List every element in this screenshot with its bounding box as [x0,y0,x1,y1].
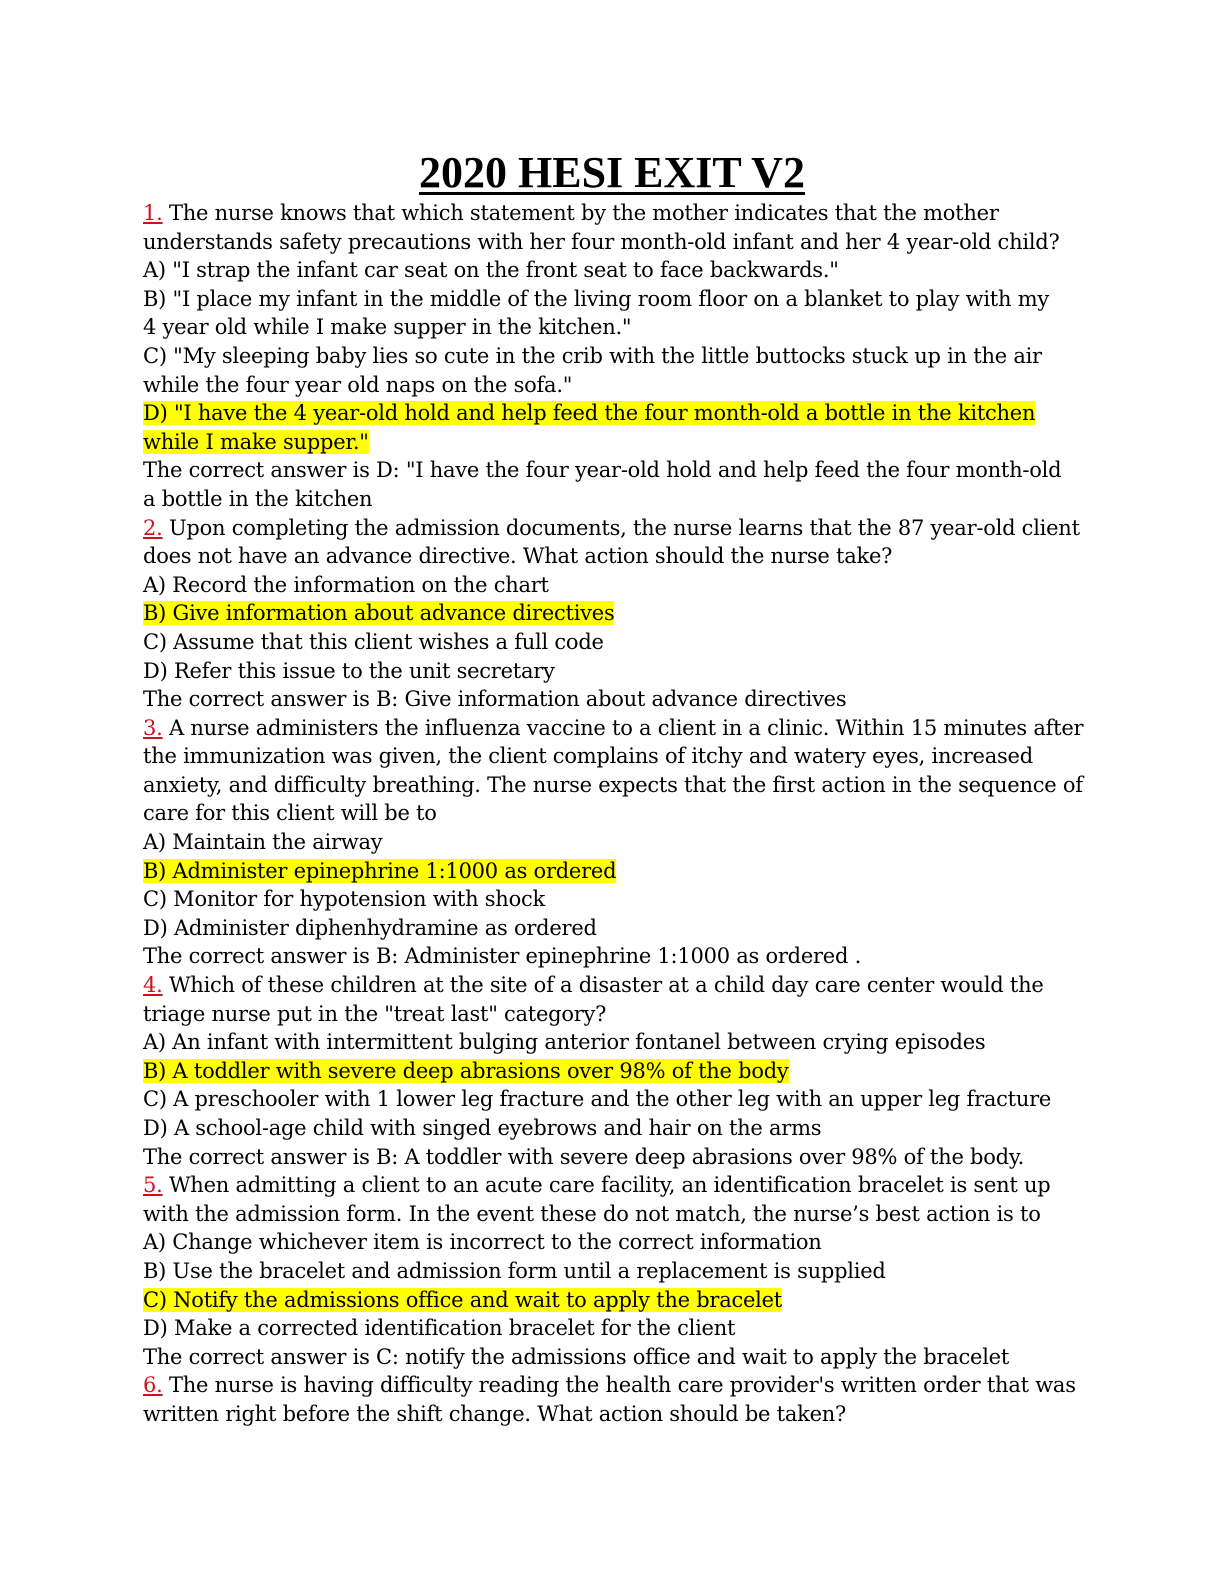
question-list [143,199,1084,1429]
answer-option [143,1085,1052,1114]
correct-answer-text: The correct answer is D: "I have the four year-old hold and help feed the four month-old [143,458,1062,483]
question-stem-text: A nurse administers the influenza vaccine to a client in a clinic. Within 15 minutes after [162,715,1084,740]
answer-option [143,1114,1043,1143]
question-block [143,514,1080,714]
question-stem-line [143,199,1043,228]
correct-answer-line [143,456,1062,485]
answer-option-text: B) Give information about advance directives [143,601,615,626]
correct-answer-text: a bottle in the kitchen [143,486,373,511]
answer-option [143,1228,1043,1257]
question-stem-text: does not have an advance directive. What action should the nurse take? [143,544,893,569]
correct-answer-line [143,942,1043,971]
answer-option [143,1314,1043,1343]
correct-answer-line [143,485,1043,514]
answer-option-correct [143,599,1043,628]
answer-option-text: 4 year old while I make supper in the kitchen." [143,315,632,340]
answer-option-text: A) "I strap the infant car seat on the front seat to face backwards." [143,258,839,283]
answer-option [143,914,1043,943]
answer-option-text: B) Use the bracelet and admission form until a replacement is supplied [143,1258,886,1283]
question-number: 3. [143,715,163,740]
question-stem-line [143,1200,1043,1229]
correct-answer-text: The correct answer is C: notify the admissions office and wait to apply the bracelet [143,1344,1010,1369]
question-stem-line [143,1371,1076,1400]
question-stem-text: written right before the shift change. What action should be taken? [143,1401,847,1426]
answer-option [143,256,1043,285]
question-stem-line [143,1000,1043,1029]
answer-option-text: C) "My sleeping baby lies so cute in the crib with the little buttocks stuck up in the air [143,343,1042,368]
answer-option-text: D) A school-age child with singed eyebrows and hair on the arms [143,1116,822,1140]
question-stem-line [143,542,1043,571]
answer-option [143,828,1043,857]
answer-option [143,657,1043,686]
answer-option-text: C) A preschooler with 1 lower leg fracture and the other leg with an upper leg fracture [143,1087,1052,1112]
answer-option [143,1028,1043,1057]
answer-option-text: D) "I have the 4 year-old hold and help feed the four month-old a bottle in the kitchen [143,401,1036,426]
question-stem-text: care for this client will be to [143,801,437,826]
answer-option [143,371,1043,400]
answer-option-text: C) Assume that this client wishes a full code [143,629,604,654]
answer-option-text: A) An infant with intermittent bulging anterior fontanel between crying episodes [143,1030,986,1055]
answer-option [143,285,1049,314]
answer-option-correct [143,428,1043,457]
question-stem-text: with the admission form. In the event these do not match, the nurse’s best action is to [143,1201,1041,1226]
answer-option-text: A) Maintain the airway [143,830,383,855]
question-stem-text: anxiety, and difficulty breathing. The nurse expects that the first action in the sequence of [143,772,1083,797]
question-stem-line [143,714,1084,743]
question-stem-line [143,228,1060,257]
answer-option-text: B) A toddler with severe deep abrasions over 98% of the body [143,1058,789,1083]
answer-option [143,885,1043,914]
correct-answer-line [143,1343,1043,1372]
question-number: 6. [143,1373,163,1398]
question-stem-text: triage nurse put in the "treat last" category? [143,1001,607,1026]
question-number: 4. [143,973,163,998]
answer-option [143,628,1043,657]
document-title: 2020 HESI EXIT V2 [419,148,805,197]
question-stem-line [143,1400,1043,1429]
question-block [143,199,1062,514]
question-stem-text: the immunization was given, the client complains of itchy and watery eyes, increased [143,744,1033,769]
question-block [143,971,1052,1171]
question-stem-text: When admitting a client to an acute care facility, an identification bracelet is sent up [162,1173,1051,1198]
question-number: 5. [143,1173,163,1198]
question-stem-text: The nurse knows that which statement by the mother indicates that the mother [162,201,999,225]
question-stem-text: The nurse is having difficulty reading the health care provider's written order that was [162,1373,1076,1398]
question-stem-text: Which of these children at the site of a disaster at a child day care center would the [162,973,1044,998]
answer-option-correct [143,857,1043,886]
correct-answer-text: The correct answer is B: A toddler with severe deep abrasions over 98% of the body. [143,1144,1025,1169]
answer-option-correct [143,399,1043,428]
question-block [143,1371,1076,1428]
question-stem-line [143,771,1083,800]
question-block [143,1171,1051,1371]
question-stem-line [143,971,1043,1000]
answer-option-correct [143,1057,1043,1086]
correct-answer-text: The correct answer is B: Administer epinephrine 1:1000 as ordered . [143,944,862,969]
question-number: 2. [143,515,163,540]
question-stem-line [143,799,1043,828]
answer-option-correct [143,1286,1043,1315]
answer-option-text: B) Administer epinephrine 1:1000 as ordered [143,858,617,883]
correct-answer-line [143,1143,1043,1172]
answer-option-text: C) Monitor for hypotension with shock [143,887,545,912]
correct-answer-text: The correct answer is B: Give information about advance directives [143,687,847,712]
answer-option-text: D) Refer this issue to the unit secretary [143,658,555,683]
answer-option-text: C) Notify the admissions office and wait to apply the bracelet [143,1287,782,1312]
question-stem-text: understands safety precautions with her four month-old infant and her 4 year-old child? [143,229,1060,254]
question-stem-line [143,1171,1051,1200]
question-number: 1. [143,201,163,225]
answer-option [143,571,1043,600]
answer-option-text: A) Record the information on the chart [143,572,549,597]
answer-option-text: while I make supper." [143,429,369,454]
question-stem-line [143,742,1043,771]
correct-answer-line [143,685,1043,714]
answer-option-text: B) "I place my infant in the middle of the living room floor on a blanket to play with my [143,286,1049,311]
answer-option [143,342,1043,371]
question-stem-line [143,514,1080,543]
question-stem-text: Upon completing the admission documents, the nurse learns that the 87 year-old client [162,515,1080,540]
question-block [143,714,1084,971]
answer-option [143,1257,1043,1286]
answer-option [143,313,1043,342]
answer-option-text: D) Administer diphenhydramine as ordered [143,915,597,940]
answer-option-text: A) Change whichever item is incorrect to the correct information [143,1230,822,1255]
answer-option-text: D) Make a corrected identification bracelet for the client [143,1316,736,1341]
answer-option-text: while the four year old naps on the sofa." [143,372,573,397]
